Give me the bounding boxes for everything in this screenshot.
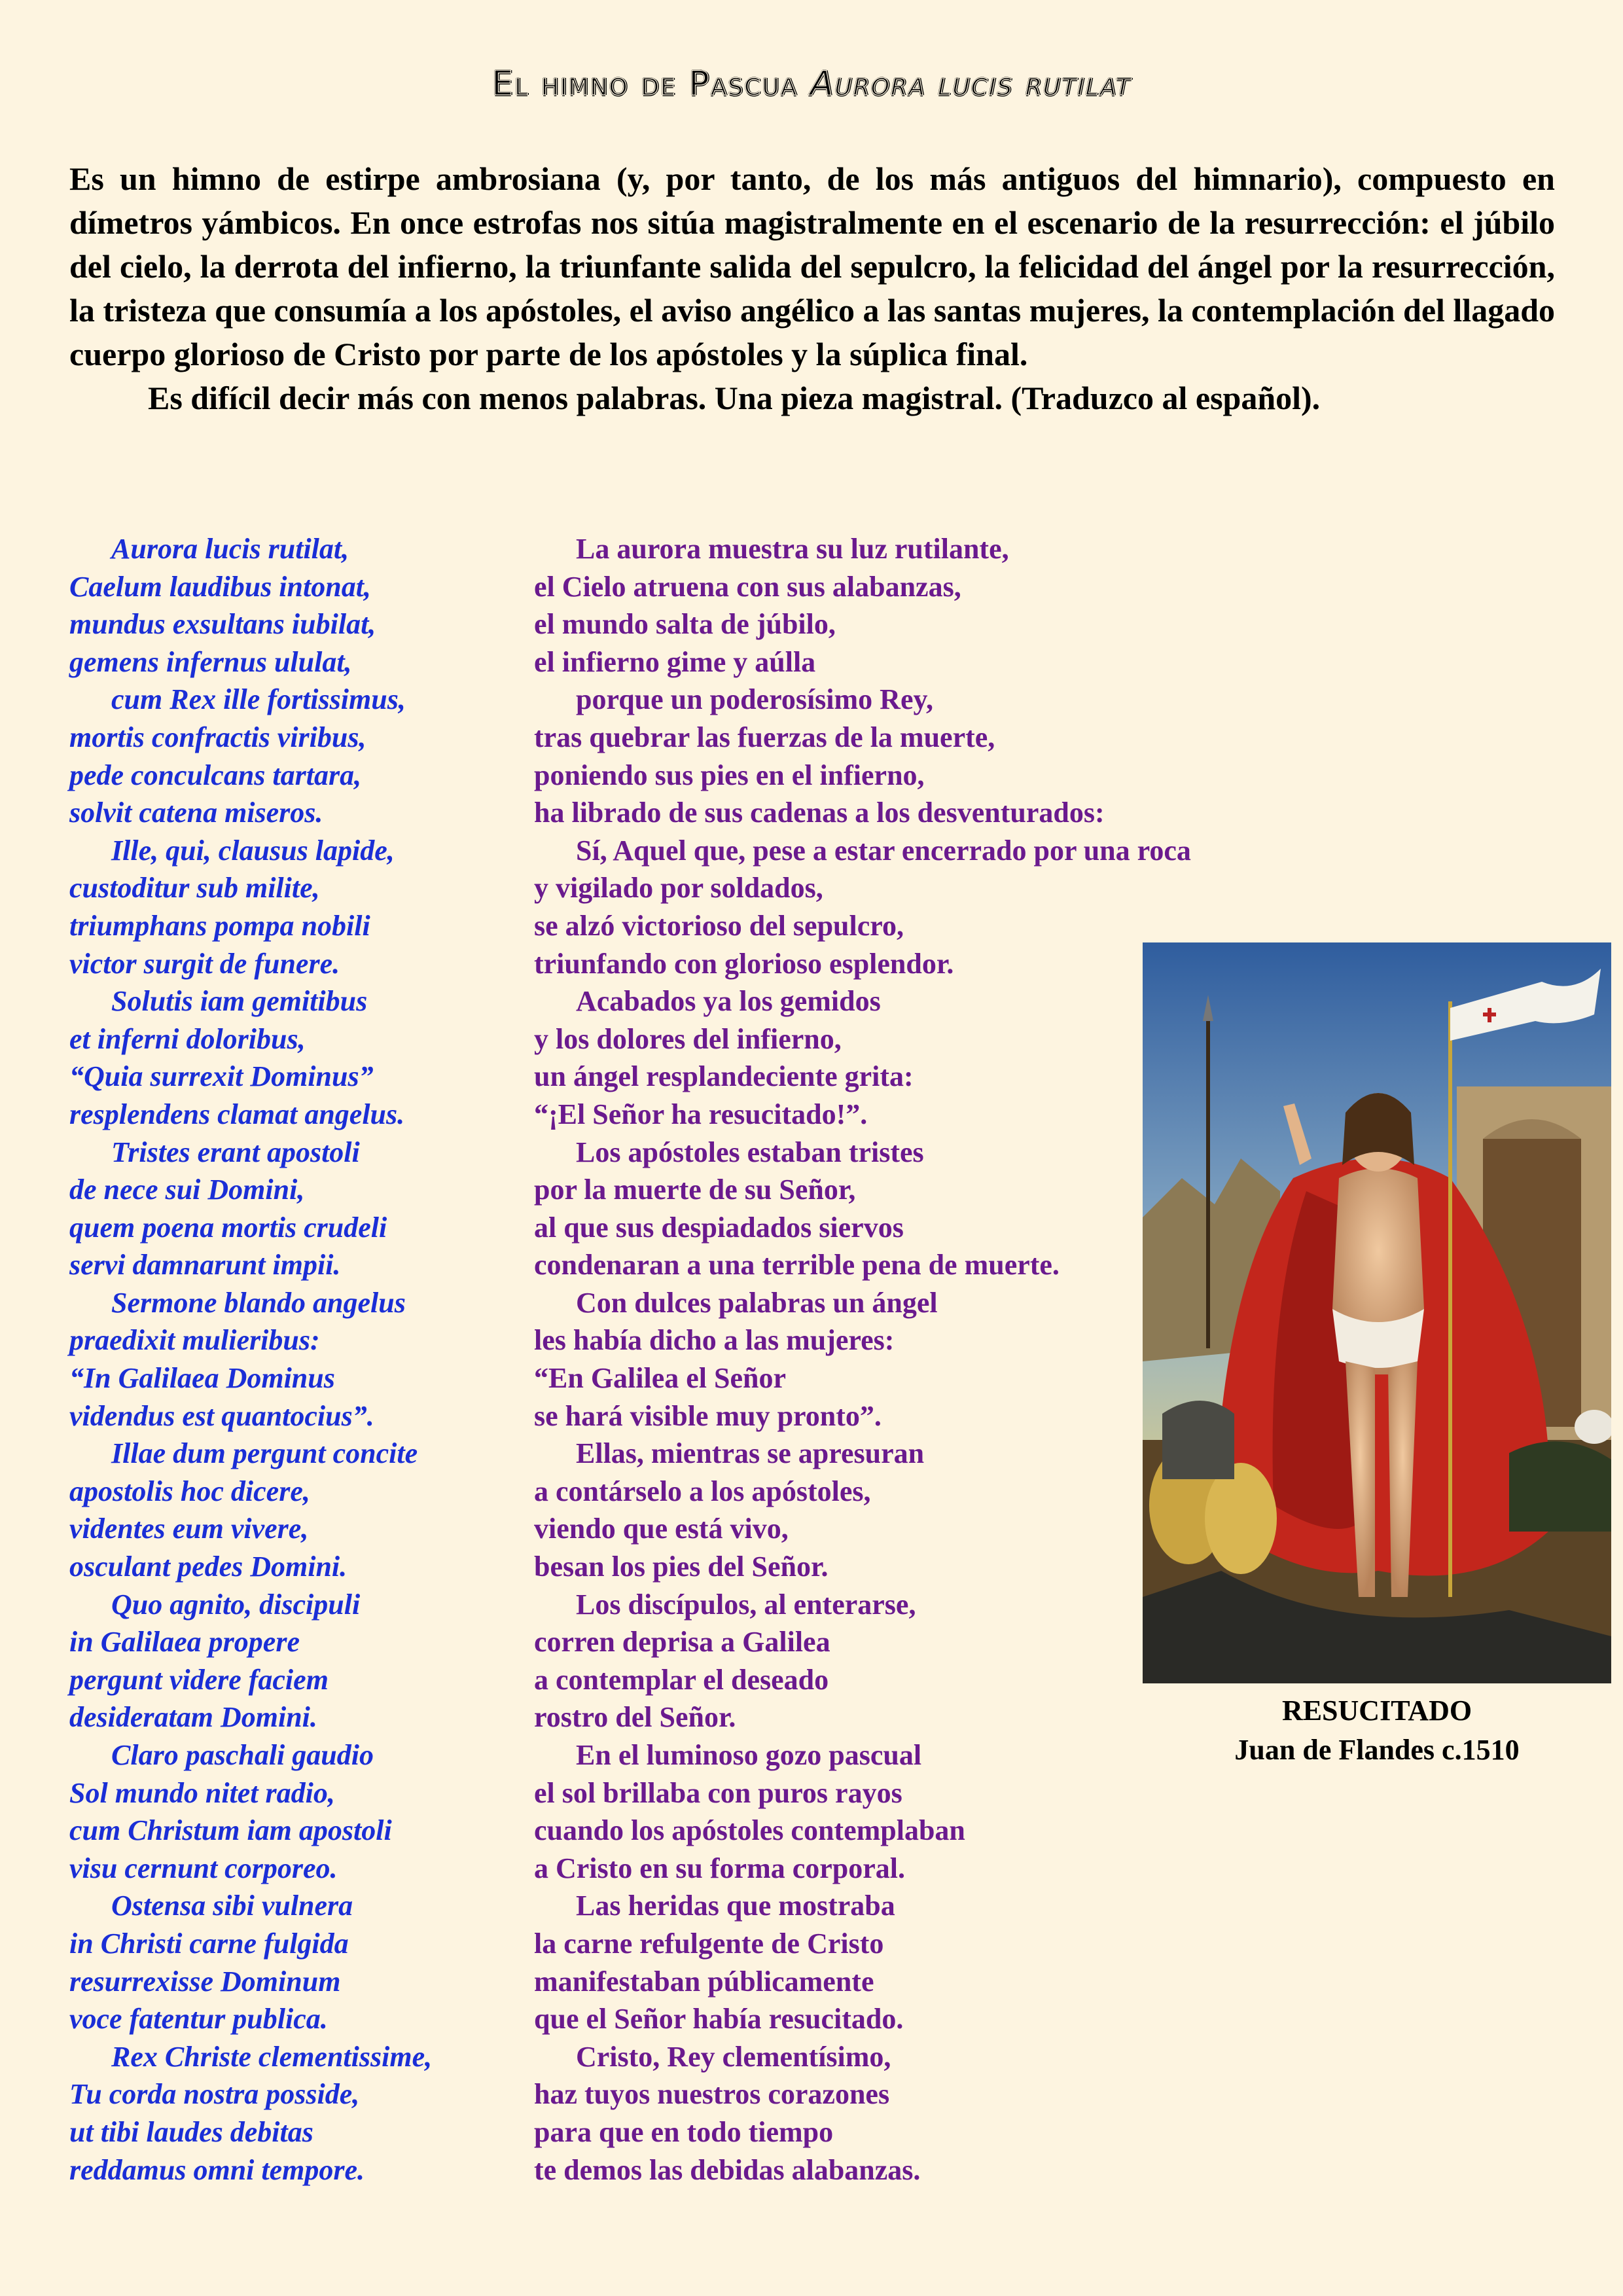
latin-verse-line: Solutis iam gemitibus [111, 985, 368, 1018]
latin-verse-line: videntes eum vivere, [69, 1513, 309, 1545]
latin-verse-line: gemens infernus ululat, [69, 645, 352, 678]
spanish-verse-line: La aurora muestra su luz rutilante, [576, 533, 1009, 565]
spanish-verse-line: Las heridas que mostraba [576, 1890, 895, 1922]
spanish-verse-line: triunfando con glorioso esplendor. [534, 947, 954, 980]
spanish-verse-line: por la muerte de su Señor, [534, 1174, 856, 1206]
latin-verse-line: Illae dum pergunt concite [111, 1437, 418, 1470]
spanish-verse-line: que el Señor había resucitado. [534, 2003, 904, 2036]
latin-verse-line: triumphans pompa nobili [69, 909, 370, 942]
latin-verse-line: voce fatentur publica. [69, 2003, 328, 2036]
spanish-verse-line: Cristo, Rey clementísimo, [576, 2040, 891, 2073]
spanish-verse-line: te demos las debidas alabanzas. [534, 2153, 921, 2186]
page-title [0, 64, 1623, 103]
latin-verse-line: servi damnarunt impii. [69, 1249, 341, 1282]
latin-hymn-column [69, 530, 541, 2189]
latin-verse-line: cum Christum iam apostoli [69, 1814, 392, 1847]
latin-verse-line: Tristes erant apostoli [111, 1136, 360, 1168]
latin-verse-line: “In Galilaea Dominus [69, 1362, 335, 1395]
spanish-verse-line: Los apóstoles estaban tristes [576, 1136, 924, 1168]
spanish-verse-line: Acabados ya los gemidos [576, 985, 881, 1018]
spanish-verse-line: para que en todo tiempo [534, 2115, 834, 2148]
spanish-verse-line: el infierno gime y aúlla [534, 645, 816, 678]
spanish-verse-line: y los dolores del infierno, [534, 1022, 842, 1055]
spanish-verse-line: poniendo sus pies en el infierno, [534, 759, 925, 791]
latin-verse-line: victor surgit de funere. [69, 947, 340, 980]
latin-verse-line: et inferni doloribus, [69, 1022, 306, 1055]
spanish-verse-line: a contemplar el deseado [534, 1663, 829, 1696]
title-main: El himno de Pascua [491, 64, 798, 103]
latin-verse-line: apostolis hoc dicere, [69, 1475, 310, 1507]
latin-verse-line: praedixit mulieribus: [69, 1324, 320, 1357]
spanish-verse-line: tras quebrar las fuerzas de la muerte, [534, 721, 995, 753]
latin-verse-line: visu cernunt corporeo. [69, 1852, 338, 1884]
spanish-verse-line: el mundo salta de júbilo, [534, 608, 836, 641]
spanish-verse-line: el sol brillaba con puros rayos [534, 1776, 902, 1809]
spanish-verse-line: Con dulces palabras un ángel [576, 1286, 938, 1319]
spanish-verse-line: viendo que está vivo, [534, 1513, 789, 1545]
spanish-verse-line: y vigilado por soldados, [534, 872, 823, 905]
latin-verse-line: mortis confractis viribus, [69, 721, 366, 753]
latin-verse-line: resurrexisse Dominum [69, 1965, 341, 1998]
latin-verse-line: Sermone blando angelus [111, 1286, 406, 1319]
latin-verse-line: pergunt videre faciem [69, 1663, 329, 1696]
spanish-verse-line: “¡El Señor ha resucitado!”. [534, 1098, 868, 1130]
latin-verse-line: mundus exsultans iubilat, [69, 608, 376, 641]
spanish-verse-line: manifestaban públicamente [534, 1965, 874, 1998]
spanish-verse-line: a contárselo a los apóstoles, [534, 1475, 871, 1507]
latin-verse-line: de nece sui Domini, [69, 1174, 305, 1206]
spanish-verse-line: rostro del Señor. [534, 1701, 736, 1734]
latin-verse-line: Quo agnito, discipuli [111, 1588, 361, 1621]
spanish-verse-line: porque un poderosísimo Rey, [576, 683, 934, 716]
latin-verse-line: Sol mundo nitet radio, [69, 1776, 335, 1809]
spanish-verse-line: ha librado de sus cadenas a los desventurados: [534, 797, 1105, 829]
intro-paragraph-1: Es un himno de estirpe ambrosiana (y, por tanto, de los más antiguos del himnario), compuesto en dímetros yámbicos. En once estrofas nos sitúa magistralmente en el escenario de la resurrección: el júbilo del cielo, la derrota del infierno, la triunfante salida del sepulcro, la felicidad del ángel por la resurrección, la tristeza que consumía a los apóstoles, el aviso angélico a las santas mujeres, la contemplación del llagado cuerpo glorioso de Cristo por parte de los apóstoles y la súplica final. [69, 160, 1555, 372]
spanish-verse-line: un ángel resplandeciente grita: [534, 1060, 914, 1093]
latin-verse-line: custoditur sub milite, [69, 872, 320, 905]
intro-text [69, 157, 1555, 420]
latin-verse-line: solvit catena miseros. [69, 797, 323, 829]
spanish-verse-line: besan los pies del Señor. [534, 1551, 829, 1583]
spanish-verse-line: Los discípulos, al enterarse, [576, 1588, 916, 1621]
latin-verse-line: Tu corda nostra posside, [69, 2078, 360, 2111]
title-hymn-name: Aurora lucis rutilat [810, 64, 1132, 103]
latin-verse-line: Ostensa sibi vulnera [111, 1890, 353, 1922]
spanish-verse-line: “En Galilea el Señor [534, 1362, 786, 1395]
latin-verse-line: ut tibi laudes debitas [69, 2115, 313, 2148]
spanish-verse-line: En el luminoso gozo pascual [576, 1739, 922, 1771]
latin-verse-line: cum Rex ille fortissimus, [111, 683, 406, 716]
caption-title: RESUCITADO [1281, 1695, 1472, 1727]
painting-image [1143, 942, 1611, 1683]
painting-caption [1143, 1691, 1611, 1770]
spanish-verse-line: al que sus despiadados siervos [534, 1211, 904, 1244]
spanish-verse-line: condenaran a una terrible pena de muerte. [534, 1249, 1060, 1282]
spanish-verse-line: corren deprisa a Galilea [534, 1626, 830, 1659]
spanish-verse-line: a Cristo en su forma corporal. [534, 1852, 906, 1884]
latin-verse-line: osculant pedes Domini. [69, 1551, 348, 1583]
latin-verse-line: videndus est quantocius”. [69, 1399, 374, 1432]
latin-verse-line: resplendens clamat angelus. [69, 1098, 405, 1130]
latin-verse-line: Caelum laudibus intonat, [69, 570, 371, 603]
spanish-verse-line: cuando los apóstoles contemplaban [534, 1814, 965, 1847]
latin-verse-line: “Quia surrexit Dominus” [69, 1060, 374, 1093]
latin-verse-line: pede conculcans tartara, [69, 759, 362, 791]
latin-verse-line: desideratam Domini. [69, 1701, 317, 1734]
spanish-verse-line: la carne refulgente de Cristo [534, 1927, 884, 1960]
spanish-verse-line: se alzó victorioso del sepulcro, [534, 909, 904, 942]
spanish-verse-line: Ellas, mientras se apresuran [576, 1437, 925, 1470]
latin-verse-line: Aurora lucis rutilat, [111, 533, 349, 565]
spanish-verse-line: Sí, Aquel que, pese a estar encerrado por una roca [576, 834, 1191, 867]
spanish-verse-line: se hará visible muy pronto”. [534, 1399, 882, 1432]
spanish-verse-line: el Cielo atruena con sus alabanzas, [534, 570, 961, 603]
latin-verse-line: reddamus omni tempore. [69, 2153, 365, 2186]
spanish-verse-line: haz tuyos nuestros corazones [534, 2078, 890, 2111]
latin-verse-line: in Christi carne fulgida [69, 1927, 349, 1960]
latin-verse-line: Ille, qui, clausus lapide, [111, 834, 395, 867]
resurrection-painting [1143, 942, 1611, 1683]
spanish-verse-line: les había dicho a las mujeres: [534, 1324, 895, 1357]
caption-artist: Juan de Flandes c.1510 [1234, 1734, 1520, 1766]
latin-verse-line: Claro paschali gaudio [111, 1739, 374, 1771]
intro-paragraph-2: Es difícil decir más con menos palabras. Una pieza magistral. (Traduzco al español). [148, 380, 1321, 416]
latin-verse-line: in Galilaea propere [69, 1626, 300, 1659]
latin-verse-line: quem poena mortis crudeli [69, 1211, 387, 1244]
latin-verse-line: Rex Christe clementissime, [111, 2040, 433, 2073]
